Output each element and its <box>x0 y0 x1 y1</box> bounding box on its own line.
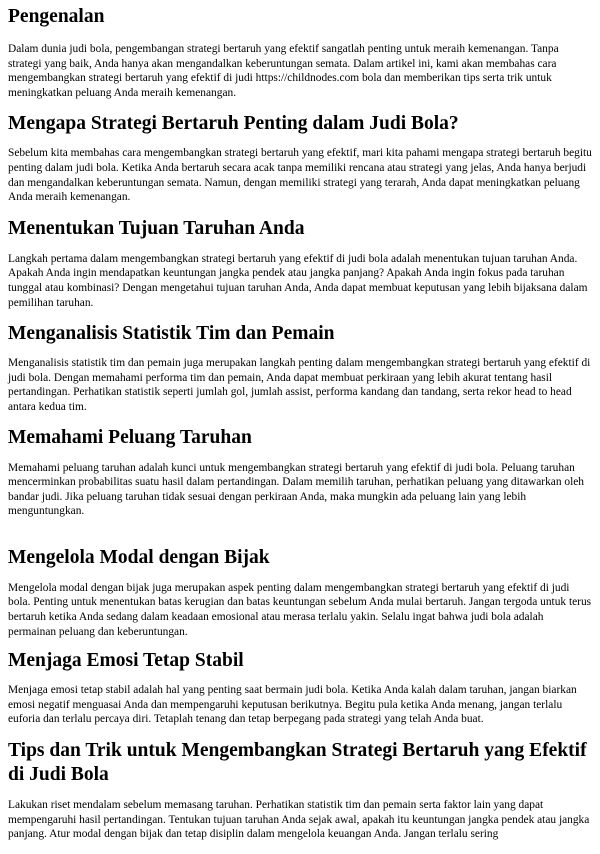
section-heading: Menentukan Tujuan Taruhan Anda <box>8 217 305 239</box>
section-paragraph: Mengelola modal dengan bijak juga merupakan aspek penting dalam mengembangkan strategi bertaruh yang efektif di judi bola. Penting untuk menentukan batas kerugian dan batas keuntungan sebelum Anda mulai bertaruh. Jangan tergoda untuk terus bertaruh ketika Anda sedang dalam keadaan emosional atau merasa terlalu yakin. Selalu ingat bahwa judi bola adalah permainan peluang dan keberuntungan. <box>8 581 592 638</box>
section-heading: Tips dan Trik untuk Mengembangkan Strategi Bertaruh yang Efektif di Judi Bola <box>8 740 587 786</box>
section-paragraph: Menganalisis statistik tim dan pemain juga merupakan langkah penting dalam mengembangkan strategi bertaruh yang efektif di judi bola. Dengan memahami performa tim dan pemain, Anda dapat membuat perkiraan yang lebih akurat tentang hasil pertandingan. Perhatikan statistik seperti jumlah gol, jumlah assist, performa kandang dan tandang, serta rekor head to head antara kedua tim. <box>8 357 591 413</box>
section-heading: Pengenalan <box>8 6 105 27</box>
section-paragraph: Langkah pertama dalam mengembangkan strategi bertaruh yang efektif di judi bola adalah menentukan tujuan taruhan Anda. Apakah Anda ingin mendapatkan keuntungan jangka pendek atau jangka panjang? Apakah Anda ingin fokus pada taruhan tunggal atau kombinasi? Dengan mengetahui tujuan taruhan Anda, Anda dapat membuat keputusan yang lebih bijaksana dalam pemilihan taruhan. <box>8 252 588 309</box>
section-paragraph: Menjaga emosi tetap stabil adalah hal yang penting saat bermain judi bola. Ketika Anda kalah dalam taruhan, jangan biarkan emosi negatif menguasai Anda dan mempengaruhi keputusan berikutnya. Begitu pula ketika Anda menang, jangan terlalu euforia dan terlalu percaya diri. Tetaplah tenang dan tetap berpegang pada strategi yang telah Anda buat. <box>8 684 577 726</box>
article <box>0 6 600 842</box>
section-menganalisis-statistik <box>8 323 592 414</box>
section-mengapa-strategi <box>8 113 592 204</box>
section-paragraph: Memahami peluang taruhan adalah kunci untuk mengembangkan strategi bertaruh yang efektif di judi bola. Peluang taruhan mencerminkan probabilitas suatu hasil dalam pertandingan. Dalam memilih taruhan, perhatikan peluang yang ditawarkan oleh bandar judi. Jika peluang taruhan tidak sesuai dengan perkiraan Anda, maka mungkin ada peluang lain yang lebih menguntungkan. <box>8 461 584 518</box>
section-pengenalan <box>8 6 592 100</box>
section-heading: Mengelola Modal dengan Bijak <box>8 546 270 568</box>
section-heading: Mengapa Strategi Bertaruh Penting dalam Judi Bola? <box>8 113 459 135</box>
section-heading: Menjaga Emosi Tetap Stabil <box>8 650 244 672</box>
section-paragraph: Dalam dunia judi bola, pengembangan strategi bertaruh yang efektif sangatlah penting untuk meraih kemenangan. Tanpa strategi yang baik, Anda hanya akan mengandalkan keberuntungan semata. Dalam artikel ini, kami akan membahas cara mengembangkan strategi bertaruh yang efektif di judi https://childnodes.com bola dan memberikan tips serta trik untuk meningkatkan peluang Anda meraih kemenangan. <box>8 43 559 99</box>
section-menentukan-tujuan <box>8 218 592 310</box>
section-heading: Menganalisis Statistik Tim dan Pemain <box>8 323 335 345</box>
section-tips-dan-trik <box>8 739 592 842</box>
section-paragraph: Sebelum kita membahas cara mengembangkan strategi bertaruh yang efektif, mari kita pahami mengapa strategi bertaruh begitu penting dalam judi bola. Ketika Anda bertaruh secara acak tanpa memiliki rencana atau strategi yang jelas, Anda hanya berjudi dan mengandalkan keberuntungan semata. Namun, dengan memiliki strategi yang terarah, Anda dapat meningkatkan peluang Anda meraih kemenangan. <box>8 147 592 204</box>
section-mengelola-modal <box>8 547 592 639</box>
section-paragraph: Lakukan riset mendalam sebelum memasang taruhan. Perhatikan statistik tim dan pemain serta faktor lain yang dapat mempengaruhi hasil pertandingan. Tentukan tujuan taruhan Anda sejak awal, apakah itu keuntungan jangka pendek atau jangka panjang. Atur modal dengan bijak dan tetap disiplin dalam mengelola keuangan Anda. Jangan terlalu sering <box>8 799 590 841</box>
section-menjaga-emosi <box>8 650 592 727</box>
section-heading: Memahami Peluang Taruhan <box>8 426 252 448</box>
section-memahami-peluang <box>8 427 592 519</box>
